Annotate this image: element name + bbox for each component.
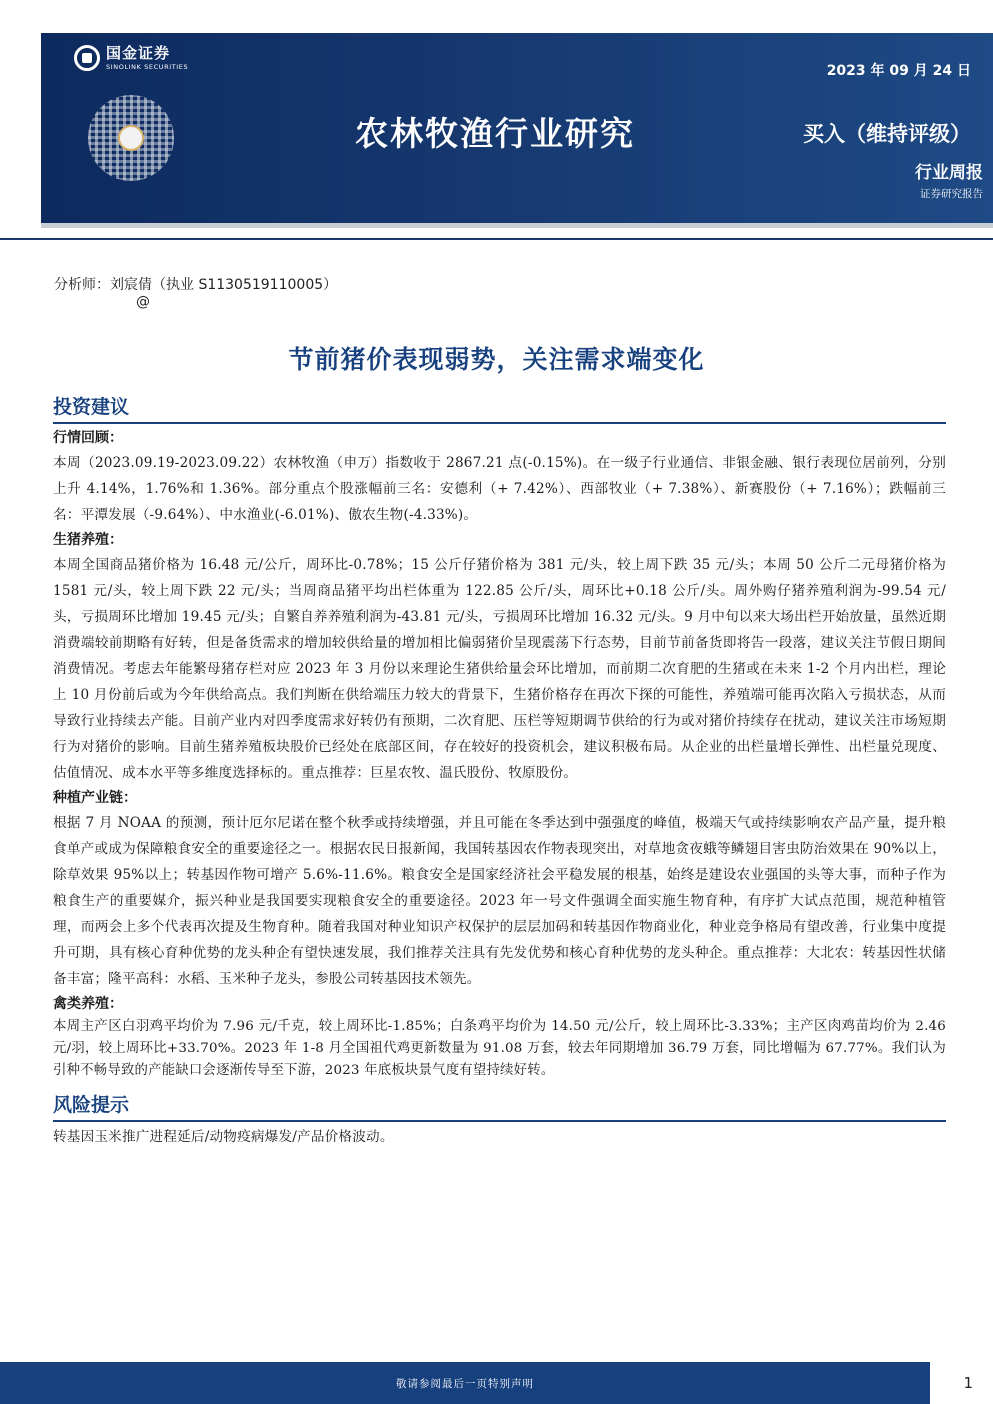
footer-notice: 敬请参阅最后一页特别声明	[396, 1378, 534, 1390]
section-title-risk: 风险提示	[53, 1094, 130, 1116]
subhead-poultry: 禽类养殖：	[53, 996, 123, 1012]
headline: 节前猪价表现弱势，关注需求端变化	[288, 345, 705, 374]
section-title-invest: 投资建议	[53, 396, 130, 418]
qr-center-logo-icon	[118, 125, 144, 151]
subhead-pig-farming: 生猪养殖：	[53, 532, 123, 548]
subhead-market-review: 行情回顾：	[53, 430, 123, 446]
logo-icon	[74, 45, 100, 71]
banner-shadow	[41, 223, 993, 228]
paragraph-poultry: 本周主产区白羽鸡平均价为 7.96 元/千克，较上周环比-1.85%；白条鸡平均价为 14.50 元/公斤，较上周环比-3.33%；主产区肉鸡苗均价为 2.46 元/羽，较上周环比+33.70%。2023 年 1-8 月全国祖代鸡更新数量为 91.08 万套，较去年同期增加 36.79 万套，同比增幅为 67.77%。我们认为引种不畅导致的产能缺口会逐渐传导至下游，2023 年底板块景气度有望持续好转。	[53, 1019, 946, 1078]
report-type: 证券研究报告	[920, 188, 983, 200]
report-title: 农林牧渔行业研究	[355, 114, 635, 153]
section-divider	[53, 1120, 946, 1122]
company-logo	[74, 45, 188, 71]
paragraph-market-review: 本周（2023.09.19-2023.09.22）农林牧渔（申万）指数收于 2867.21 点(-0.15%)。在一级子行业通信、非银金融、银行表现位居前列，分别上升 4.14%，1.76%和 1.36%。部分重点个股涨幅前三名：安德利（+ 7.42%）、西部牧业（+ 7.38%）、新赛股份（+ 7.16%）；跌幅前三名：平潭发展（-9.64%）、中水渔业(-6.01%)、傲农生物(-4.33%)。	[53, 455, 946, 523]
rating-label: 买入（维持评级）	[803, 122, 971, 146]
report-date: 2023 年 09 月 24 日	[826, 63, 971, 79]
logo-name-en: SINOLINK SECURITIES	[106, 62, 189, 71]
report-body	[53, 392, 946, 1150]
header-divider	[0, 238, 993, 240]
paragraph-crop-chain: 根据 7 月 NOAA 的预测，预计厄尔尼诺在整个秋季或持续增强，并且可能在冬季达到中强强度的峰值，极端天气或持续影响农产品产量，提升粮食单产或成为保障粮食安全的重要途径之一。根据农民日报新闻，我国转基因农作物表现突出，对草地贪夜蛾等鳞翅目害虫防治效果在 90%以上，除草效果 95%以上；转基因作物可增产 5.6%-11.6%。粮食安全是国家经济社会平稳发展的根基，始终是建设农业强国的头等大事，而种子作为粮食生产的重要媒介，振兴种业是我国要实现粮食安全的重要途径。2023 年一号文件强调全面实施生物育种，有序扩大试点范围，规范种植管理，而两会上多个代表再次提及生物育种。随着我国对种业知识产权保护的层层加码和转基因作物商业化，种业竞争格局有望改善，行业集中度提升可期，具有核心育种优势的龙头种企有望快速发展，我们推荐关注具有先发优势和核心育种优势的龙头种企。重点推荐：大北农：转基因性状储备丰富；隆平高科：水稻、玉米种子龙头，参股公司转基因技术领先。	[53, 815, 946, 987]
page-number: 1	[963, 1374, 973, 1392]
analyst-info: 分析师：刘宸倩（执业 S1130519110005）	[54, 277, 338, 293]
logo-name-cn: 国金证券	[106, 43, 171, 62]
section-divider	[53, 422, 946, 424]
paragraph-pig-farming: 本周全国商品猪价格为 16.48 元/公斤，周环比-0.78%；15 公斤仔猪价格为 381 元/头，较上周下跌 35 元/头；本周 50 公斤二元母猪价格为 1581 元/头，较上周下跌 22 元/头；当周商品猪平均出栏体重为 122.85 公斤/头，周环比+0.18 公斤/头。周外购仔猪养殖利润为-99.54 元/头，亏损周环比增加 19.45 元/头；自繁自养养殖利润为-43.81 元/头，亏损周环比增加 16.32 元/头。9 月中旬以来大场出栏开始放量，虽然近期消费端较前期略有好转，但是备货需求的增加较供给量的增加相比偏弱猪价呈现震荡下行态势，目前节前备货即将告一段落，建议关注节假日期间消费情况。考虑去年能繁母猪存栏对应 2023 年 3 月份以来理论生猪供给量会环比增加，而前期二次育肥的生猪或在未来 1-2 个月内出栏，理论上 10 月份前后或为今年供给高点。我们判断在供给端压力较大的背景下，生猪价格存在再次下探的可能性，养殖端可能再次陷入亏损状态，从而导致行业持续去产能。目前产业内对四季度需求好转仍有预期，二次育肥、压栏等短期调节供给的行为或对猪价持续存在扰动，建议关注市场短期行为对猪价的影响。目前生猪养殖板块股价已经处在底部区间，存在较好的投资机会，建议积极布局。从企业的出栏量增长弹性、出栏量兑现度、估值情况、成本水平等多维度选择标的。重点推荐：巨星农牧、温氏股份、牧原股份。	[53, 557, 946, 781]
subhead-crop-chain: 种植产业链：	[53, 790, 137, 806]
analyst-email: @	[136, 294, 150, 310]
report-kind: 行业周报	[915, 163, 983, 183]
paragraph-risk: 转基因玉米推广进程延后/动物疫病爆发/产品价格波动。	[53, 1129, 394, 1145]
